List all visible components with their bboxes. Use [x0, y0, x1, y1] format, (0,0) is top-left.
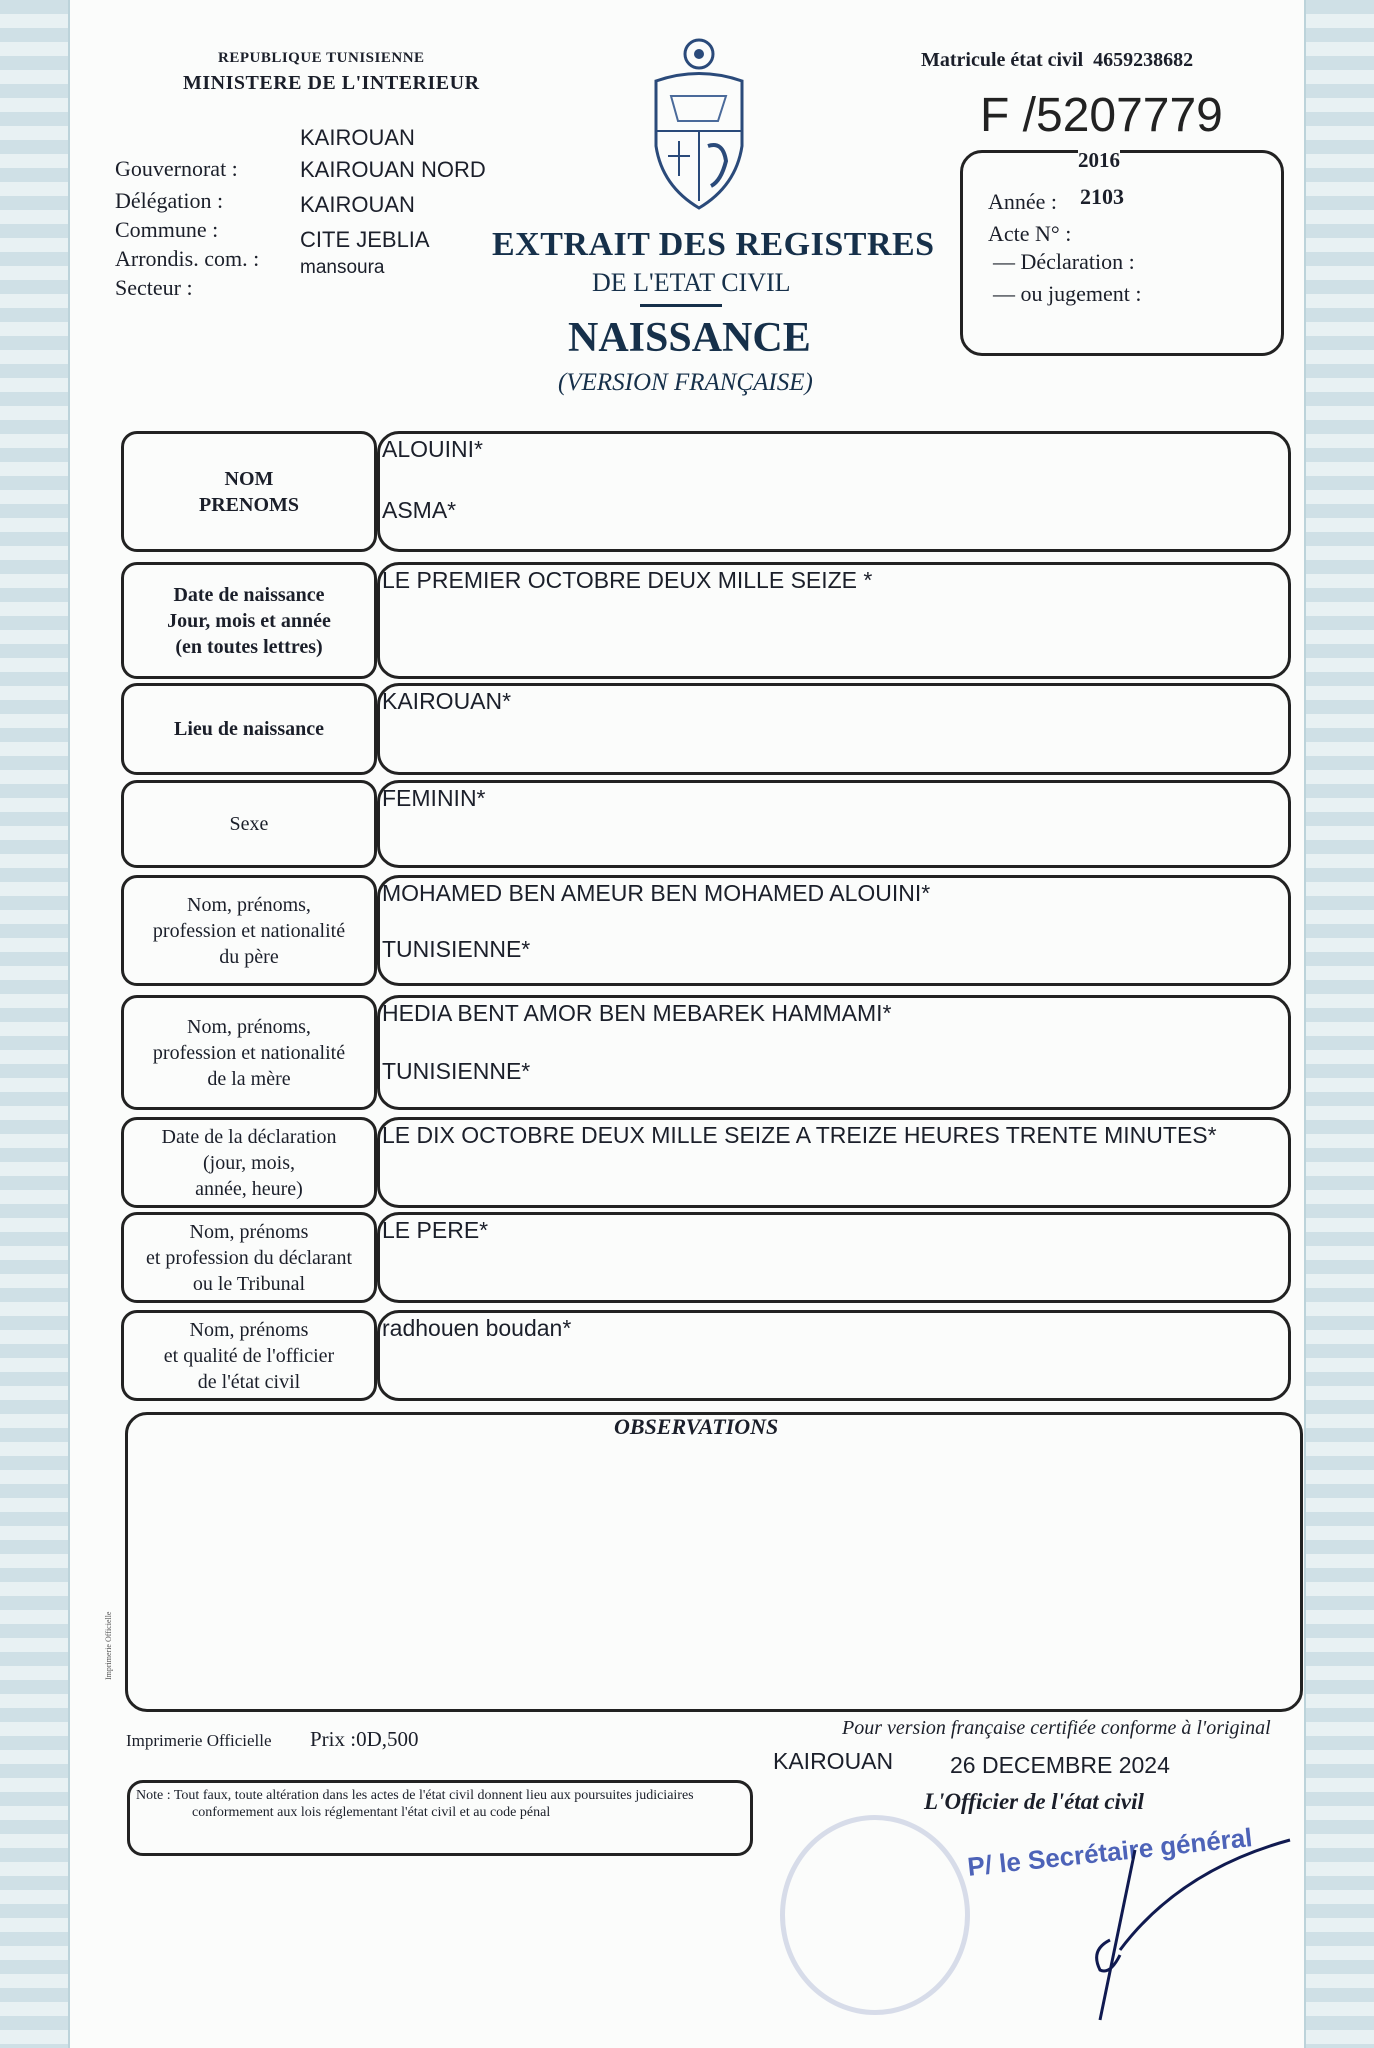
signature-icon [1040, 1830, 1300, 2030]
row-label: Sexe [121, 780, 377, 868]
secteur-value: mansoura [300, 257, 385, 278]
signature-stamp-text: P/ le Secrétaire général [966, 1822, 1254, 1882]
table-row [121, 431, 1291, 552]
certification-text: Pour version française certifiée conforme à l'original [842, 1717, 1271, 1739]
imprimerie-label: Imprimerie Officielle [126, 1731, 272, 1750]
arrondis-label: Arrondis. com. : [115, 246, 260, 271]
annee-label: Année : [988, 189, 1058, 214]
republique-text: REPUBLIQUE TUNISIENNE [218, 50, 425, 66]
serial-number: F /5207779 [980, 89, 1223, 142]
gouvernorat-label: Gouvernorat : [115, 156, 238, 181]
row-value-line: ALOUINI* [382, 436, 483, 462]
table-row [121, 780, 1291, 868]
row-value [377, 875, 1291, 986]
matricule-label: Matricule état civil [921, 49, 1084, 71]
title-etat-civil: DE L'ETAT CIVIL [592, 268, 791, 297]
acte-number: 2103 [1080, 184, 1124, 209]
row-value-line: MOHAMED BEN AMEUR BEN MOHAMED ALOUINI* [382, 880, 931, 906]
row-label: Nom, prénoms, profession et nationalité de la mère [121, 995, 377, 1110]
secteur-label: Secteur : [115, 275, 193, 300]
ministere-text: MINISTERE DE L'INTERIEUR [183, 72, 480, 94]
row-value [377, 562, 1291, 679]
row-label: Date de la déclaration (jour, mois, année, heure) [121, 1117, 377, 1208]
officier-title: L'Officier de l'état civil [924, 1789, 1144, 1814]
acte-label: Acte N° : [988, 221, 1072, 246]
row-label: Nom, prénoms et profession du déclarant ou le Tribunal [121, 1212, 377, 1303]
row-value-line: TUNISIENNE* [382, 936, 531, 962]
row-label: Nom, prénoms, profession et nationalité du père [121, 875, 377, 986]
row-label: Nom, prénoms et qualité de l'officier de l'état civil [121, 1310, 377, 1401]
row-value [377, 431, 1291, 552]
row-value-line: KAIROUAN* [382, 688, 512, 714]
issue-city: KAIROUAN [773, 1748, 894, 1774]
declaration-label: — Déclaration : [993, 249, 1135, 274]
commune-value: KAIROUAN [300, 192, 415, 217]
side-imprint: Imprimerie Officielle [104, 1611, 113, 1680]
annee-value: 2016 [1078, 148, 1120, 172]
table-row [121, 1212, 1291, 1303]
title-divider [640, 304, 722, 307]
decorative-border-right [1304, 0, 1374, 2048]
row-value [377, 995, 1291, 1110]
prix-label: Prix :0D,500 [310, 1727, 419, 1751]
title-extrait: EXTRAIT DES REGISTRES [492, 226, 935, 263]
row-value [377, 1117, 1291, 1208]
arrondis-value: CITE JEBLIA [300, 227, 430, 252]
row-value-line: FEMININ* [382, 785, 486, 811]
delegation-value: KAIROUAN NORD [300, 157, 486, 182]
table-row [121, 1310, 1291, 1401]
row-value-line: LE PREMIER OCTOBRE DEUX MILLE SEIZE * [382, 567, 873, 593]
delegation-label: Délégation : [115, 188, 224, 213]
row-value-line: TUNISIENNE* [382, 1058, 531, 1084]
commune-label: Commune : [115, 217, 219, 242]
official-stamp-icon [780, 1815, 970, 2015]
row-value-line: ASMA* [382, 497, 457, 523]
row-label: NOM PRENOMS [121, 431, 377, 552]
row-value [377, 683, 1291, 775]
observations-title: OBSERVATIONS [614, 1414, 779, 1439]
table-row [121, 683, 1291, 775]
table-row [121, 995, 1291, 1110]
row-value-line: HEDIA BENT AMOR BEN MEBAREK HAMMAMI* [382, 1000, 892, 1026]
row-value [377, 780, 1291, 868]
title-naissance: NAISSANCE [568, 315, 811, 361]
row-label: Lieu de naissance [121, 683, 377, 775]
row-value [377, 1310, 1291, 1401]
row-value-line: radhouen boudan* [382, 1315, 572, 1341]
table-row [121, 562, 1291, 679]
table-row [121, 875, 1291, 986]
gouvernorat-value: KAIROUAN [300, 125, 415, 150]
row-value-line: LE DIX OCTOBRE DEUX MILLE SEIZE A TREIZE HEURES TRENTE MINUTES* [382, 1122, 1217, 1148]
row-label: Date de naissance Jour, mois et année (en toutes lettres) [121, 562, 377, 679]
issue-date: 26 DECEMBRE 2024 [950, 1752, 1170, 1778]
row-value [377, 1212, 1291, 1303]
matricule-value: 4659238682 [1093, 49, 1194, 71]
tunisia-coat-of-arms-icon [646, 36, 752, 211]
table-row [121, 1117, 1291, 1208]
row-value-line: LE PERE* [382, 1217, 489, 1243]
legal-note: Note : Tout faux, toute altération dans les actes de l'état civil donnent lieu aux poursuites judiciaires conformement aux lois réglementant l'état civil et au code pénal [127, 1780, 753, 1856]
matricule-line [921, 48, 1193, 72]
decorative-border-left [0, 0, 70, 2048]
title-version: (VERSION FRANÇAISE) [558, 369, 813, 396]
jugement-label: — ou jugement : [993, 281, 1142, 306]
observations-box [125, 1412, 1303, 1712]
